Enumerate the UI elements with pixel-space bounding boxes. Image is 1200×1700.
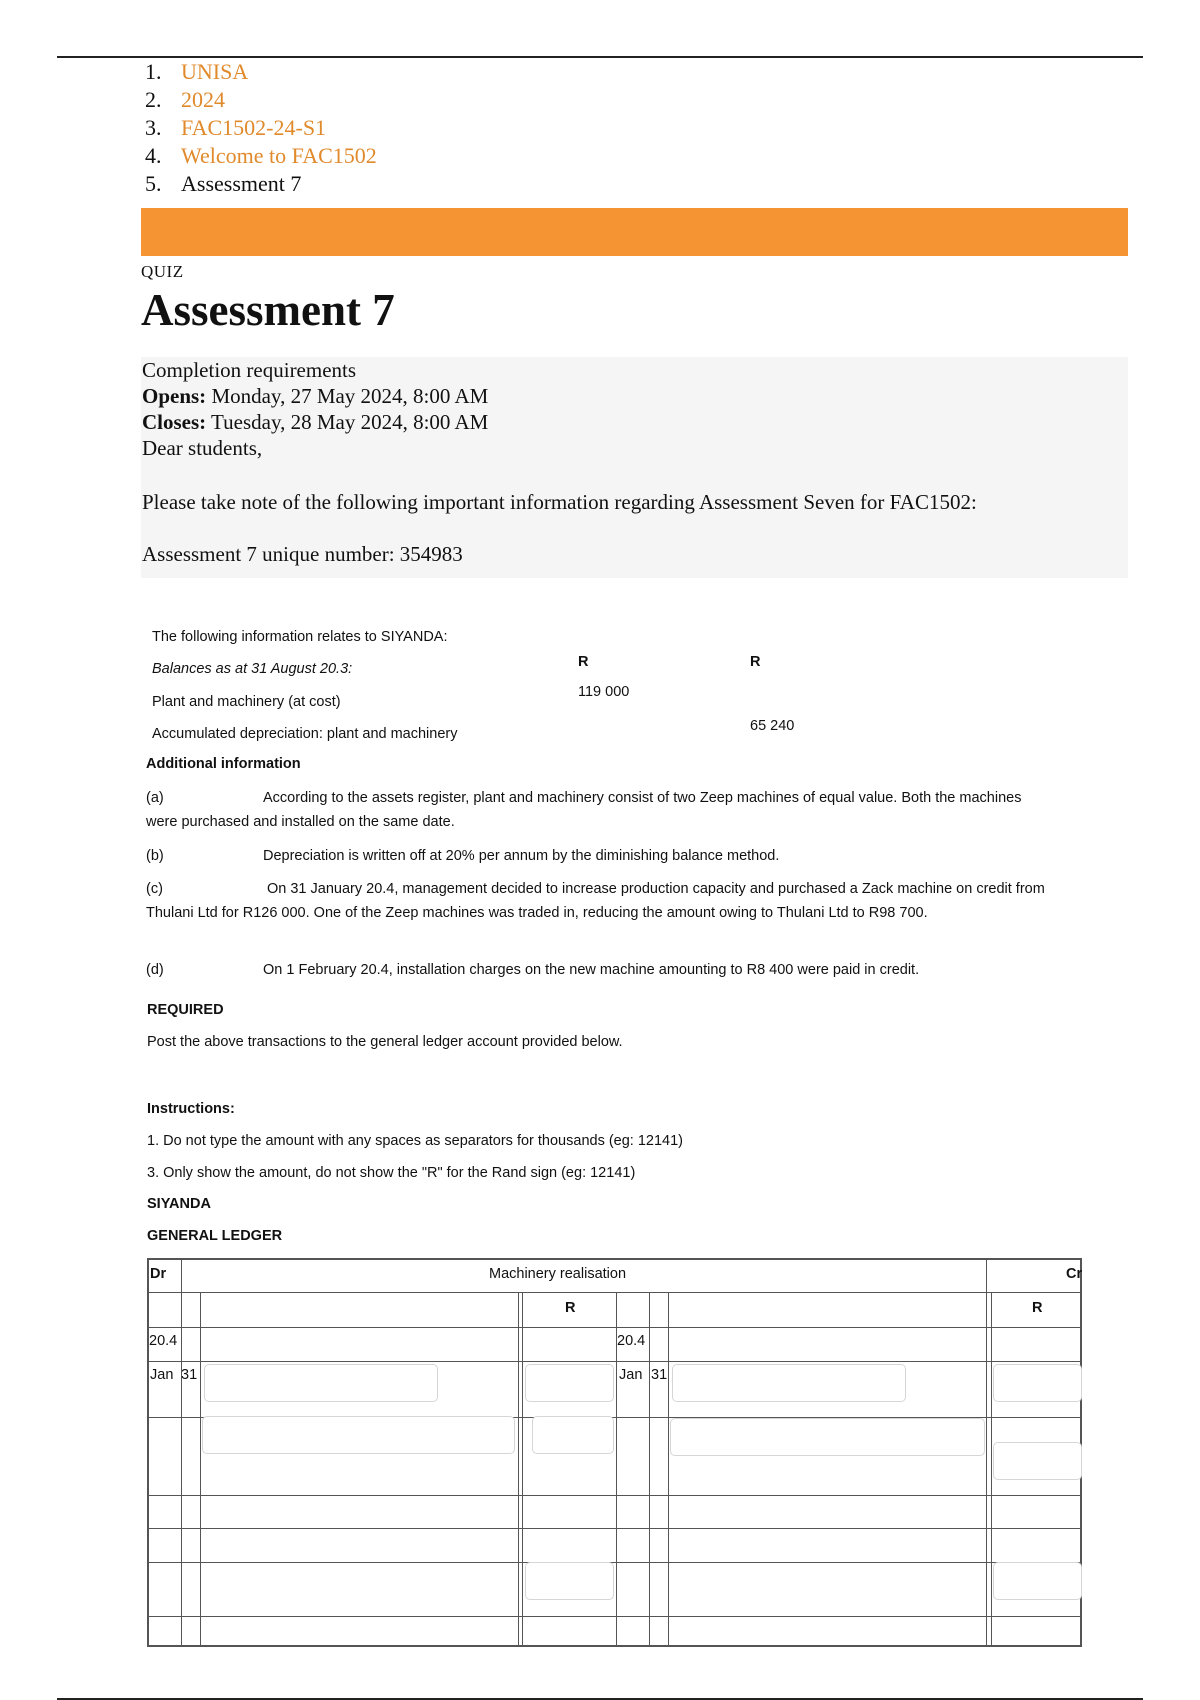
- activity-info-box: [141, 357, 1128, 578]
- opens-date: Opens: Monday, 27 May 2024, 8:00 AM: [142, 384, 489, 408]
- rule: [518, 1292, 519, 1645]
- breadcrumb-link-unisa[interactable]: UNISA: [181, 59, 249, 84]
- debit-amount-input-2[interactable]: [532, 1416, 614, 1454]
- debit-year: 20.4: [149, 1333, 178, 1349]
- intro-text: The following information relates to SIYANDA:: [152, 629, 448, 645]
- balances-label: Balances as at 31 August 20.3:: [152, 661, 353, 677]
- breadcrumb: [145, 58, 377, 198]
- note-text: Please take note of the following important information regarding Assessment Seven for FAC1502:: [142, 490, 977, 514]
- rule: [149, 1292, 1080, 1293]
- col2-head: R: [750, 654, 761, 670]
- page-title: Assessment 7: [141, 285, 395, 335]
- debit-month: Jan: [150, 1367, 174, 1383]
- accum-label: Accumulated depreciation: plant and machinery: [152, 726, 458, 742]
- item-d: (d) On 1 February 20.4, installation charges on the new machine amounting to R8 400 were paid in credit.: [146, 962, 920, 978]
- breadcrumb-item[interactable]: 3. FAC1502-24-S1: [145, 115, 327, 140]
- instructions-heading: Instructions:: [147, 1101, 235, 1117]
- credit-month: Jan: [619, 1367, 643, 1383]
- plant-value: 119 000: [578, 684, 630, 700]
- plant-label: Plant and machinery (at cost): [152, 694, 341, 710]
- company-name: SIYANDA: [147, 1196, 211, 1212]
- rule: [149, 1562, 1080, 1563]
- accum-value: 65 240: [750, 718, 795, 734]
- closes-date: Closes: Tuesday, 28 May 2024, 8:00 AM: [142, 410, 489, 434]
- credit-amount-input-2[interactable]: [993, 1442, 1082, 1480]
- breadcrumb-link-2024[interactable]: 2024: [181, 87, 225, 112]
- credit-amount-head: R: [1032, 1300, 1043, 1316]
- breadcrumb-link-welcome[interactable]: Welcome to FAC1502: [181, 143, 377, 168]
- unique-number: Assessment 7 unique number: 354983: [142, 542, 463, 566]
- breadcrumb-item[interactable]: 4. Welcome to FAC1502: [145, 143, 377, 168]
- rule: [986, 1260, 987, 1645]
- credit-day: 31: [651, 1367, 668, 1383]
- debit-detail-input-2[interactable]: [202, 1416, 515, 1454]
- col1-head: R: [578, 654, 589, 670]
- rule: [649, 1292, 650, 1645]
- instruction-1: 1. Do not type the amount with any spaces as separators for thousands (eg: 12141): [147, 1133, 684, 1149]
- rule: [200, 1292, 201, 1645]
- ledger-heading: GENERAL LEDGER: [147, 1228, 283, 1244]
- greeting: Dear students,: [142, 436, 263, 460]
- rule: [149, 1528, 1080, 1529]
- credit-amount-input-1[interactable]: [993, 1364, 1082, 1402]
- item-a: (a) According to the assets register, plant and machinery consist of two Zeep machines of equal value. Both the machines were purchased and installed on the same date.: [146, 790, 1022, 830]
- debit-detail-input-1[interactable]: [204, 1364, 438, 1402]
- rule: [149, 1616, 1080, 1617]
- breadcrumb-link-course[interactable]: FAC1502-24-S1: [181, 115, 327, 140]
- debit-day: 31: [181, 1367, 198, 1383]
- item-b: (b) Depreciation is written off at 20% per annum by the diminishing balance method.: [146, 848, 780, 864]
- rule: [668, 1292, 669, 1645]
- header-banner: [141, 208, 1128, 256]
- item-c: (c) On 31 January 20.4, management decided to increase production capacity and purchased a Zack machine on credit from Thulani Ltd for R126 000. One of the Zeep machines was traded in, reducing the amount owing to Thulani Ltd to R98 700.: [146, 881, 1045, 921]
- account-name: Machinery realisation: [489, 1266, 627, 1282]
- rule: [149, 1361, 1080, 1362]
- credit-total-input[interactable]: [993, 1562, 1082, 1600]
- activity-type-label: QUIZ: [141, 262, 184, 281]
- rule: [149, 1495, 1080, 1496]
- credit-label: Cr: [1066, 1266, 1083, 1282]
- rule: [522, 1292, 523, 1645]
- rule: [991, 1292, 992, 1645]
- breadcrumb-item-current: 5. Assessment 7: [145, 171, 302, 196]
- required-text: Post the above transactions to the general ledger account provided below.: [147, 1034, 623, 1050]
- credit-year: 20.4: [617, 1333, 646, 1349]
- general-ledger-table: [147, 1258, 1082, 1647]
- debit-amount-input-1[interactable]: [525, 1364, 614, 1402]
- required-heading: REQUIRED: [147, 1002, 224, 1018]
- rule: [149, 1327, 1080, 1328]
- breadcrumb-item[interactable]: 2. 2024: [145, 87, 225, 112]
- credit-detail-input-1[interactable]: [672, 1364, 906, 1402]
- debit-amount-head: R: [565, 1300, 576, 1316]
- additional-heading: Additional information: [146, 756, 301, 772]
- completion-requirements[interactable]: Completion requirements: [142, 358, 357, 382]
- breadcrumb-current: Assessment 7: [181, 171, 302, 196]
- debit-total-input[interactable]: [525, 1562, 614, 1600]
- breadcrumb-item[interactable]: 1. UNISA: [145, 59, 249, 84]
- credit-detail-input-2[interactable]: [670, 1418, 985, 1456]
- debit-label: Dr: [150, 1266, 167, 1282]
- instruction-3: 3. Only show the amount, do not show the "R" for the Rand sign (eg: 12141): [147, 1165, 636, 1181]
- rule: [181, 1260, 182, 1645]
